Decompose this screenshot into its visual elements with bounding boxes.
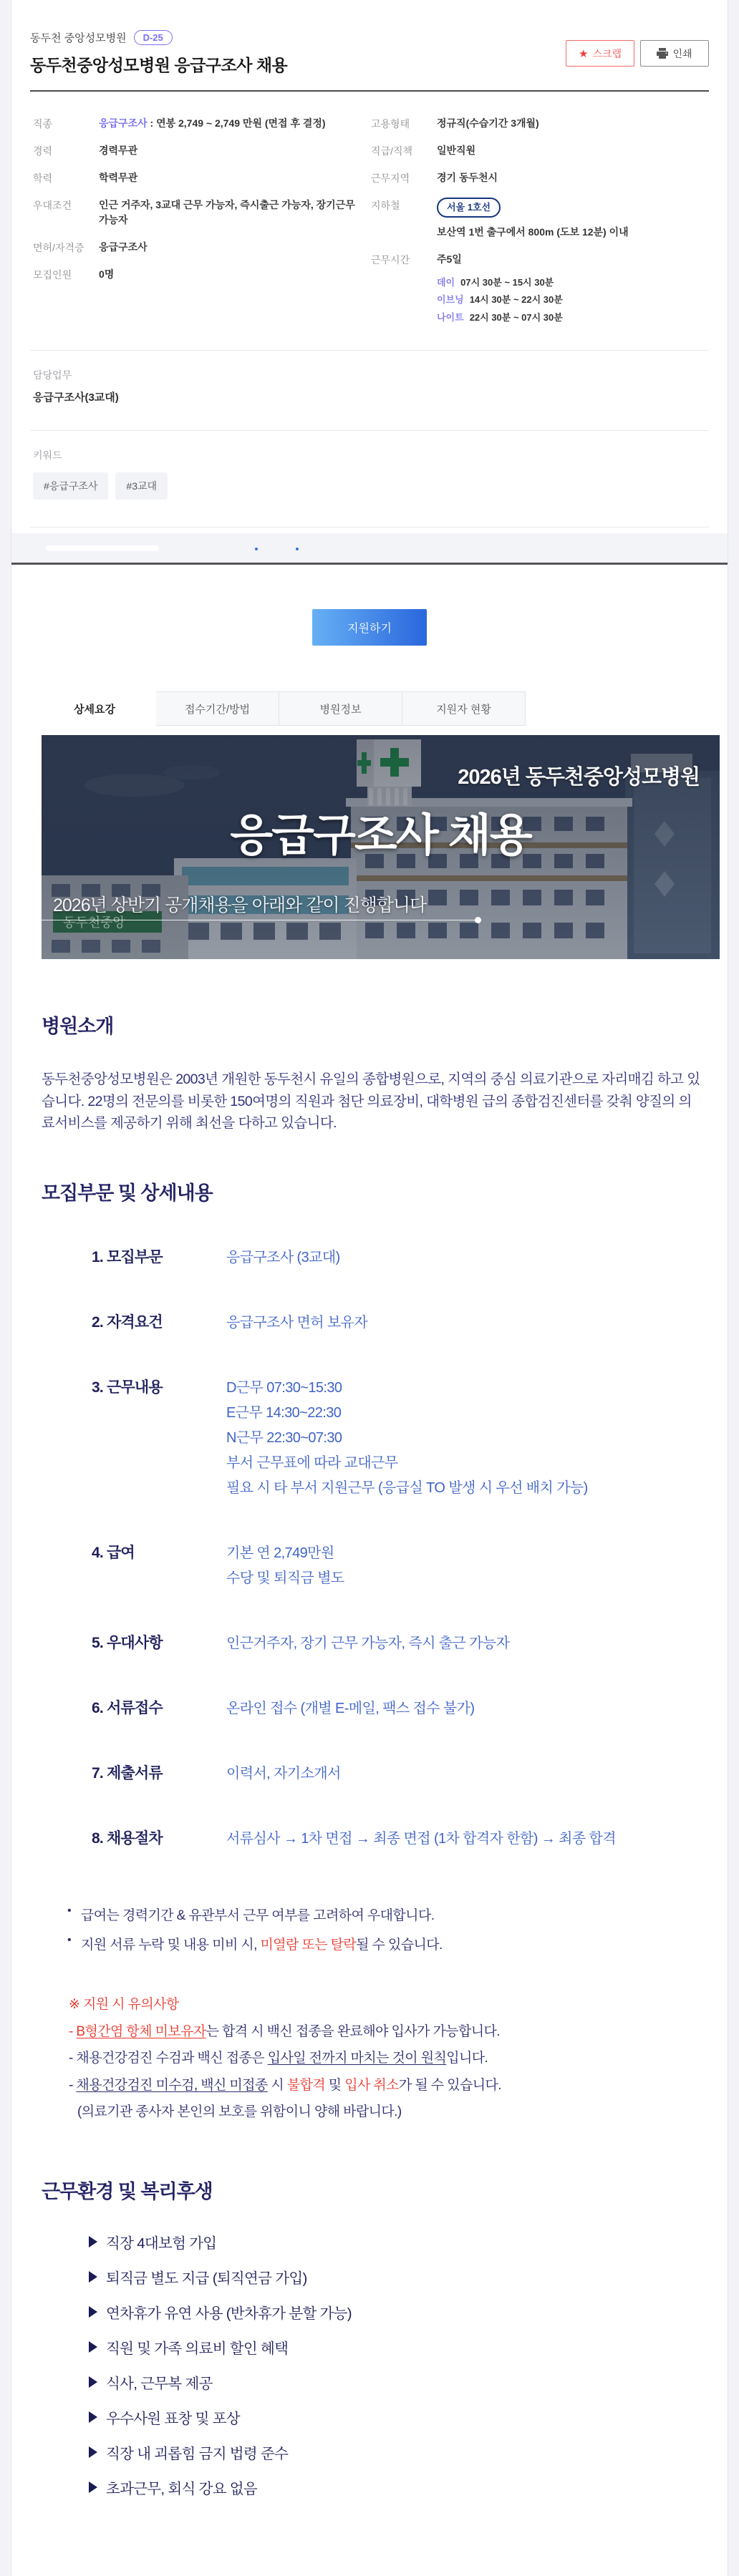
shift-day: 데이 07시 30분 ~ 15시 30분 (437, 276, 554, 288)
benefit-item: 퇴직금 별도 지급 (퇴직연금 가입) (89, 2266, 707, 2288)
benefit-item: 직장 내 괴롭힘 금지 법령 준수 (89, 2441, 707, 2463)
job-header (11, 0, 728, 76)
benefit-item: 우수사원 표창 및 포상 (89, 2406, 707, 2428)
scrap-button[interactable] (566, 40, 634, 67)
recruit-item-position: 1. 모집부문 응급구조사 (3교대) (92, 1248, 340, 1265)
row-label: 모집인원 (33, 269, 72, 281)
summary-left-column (33, 116, 371, 340)
note-documents: • 지원 서류 누락 및 내용 미비 시, 미열람 또는 탈락될 수 있습니다. (42, 1934, 707, 1953)
row-employment-type (371, 116, 709, 131)
recruit-item-documents: 7. 제출서류 이력서, 자기소개서 (92, 1764, 341, 1782)
row-value: 0명 (99, 268, 115, 280)
detail-tabs (33, 691, 728, 726)
recruit-item-salary: 4. 급여 기본 연 2,749만원 수당 및 퇴직금 별도 (92, 1544, 344, 1586)
triangle-bullet-icon (89, 2271, 97, 2283)
keyword-label: 키워드 (33, 449, 62, 461)
company-name: 동두천 중앙성모병원 (30, 32, 127, 44)
subway-line-badge: 서울 1호선 (437, 198, 501, 218)
shift-night: 나이트 22시 30분 ~ 07시 30분 (437, 311, 563, 323)
row-education (33, 170, 371, 185)
hero-year-line: 2026년 동두천중앙성모병원 (458, 766, 700, 789)
workweek-text: 주5일 (437, 253, 462, 265)
row-value (437, 198, 629, 240)
row-label: 근무시간 (371, 253, 410, 266)
triangle-bullet-icon (89, 2306, 97, 2318)
hero-subtitle: 2026년 상반기 공개채용을 아래와 같이 진행합니다 (53, 895, 427, 915)
row-value: 인근 거주자, 3교대 근무 가능자, 즉시출근 가능자, 장기근무 가능자 (99, 199, 355, 225)
detail-content (42, 735, 707, 2498)
summary-right-column (371, 116, 709, 340)
recruit-item-qualification: 2. 자격요건 응급구조사 면허 보유자 (92, 1313, 368, 1331)
page-title: 동두천중앙성모병원 응급구조사 채용 (30, 56, 288, 74)
recruit-heading: 모집부문 및 상세내용 (42, 1182, 213, 1204)
triangle-bullet-icon (89, 2446, 97, 2458)
benefit-item: 직원 및 가족 의료비 할인 혜택 (89, 2336, 707, 2358)
triangle-bullet-icon (89, 2411, 97, 2423)
row-value: 학력무관 (99, 172, 138, 183)
intro-paragraph: 동두천중앙성모병원은 2003년 개원한 동두천시 유일의 종합병원으로, 지역의 중심 의료기관으로 자리매김 하고 있습니다. 22명의 전문의를 비롯한 150여명의 직원과 첨단 의료장비, 대학병원 급의 종합검진센터를 갖춰 양질의 의료서비스를 제공하기 위해 최선을 다하고 있습니다. (42, 1071, 700, 1132)
intro-heading: 병원소개 (42, 1016, 114, 1037)
benefits-heading: 근무환경 및 복리후생 (42, 2180, 213, 2202)
banner-dot (255, 548, 258, 550)
job-category-link[interactable]: 응급구조사 (99, 117, 148, 129)
row-value: 정규직(수습기간 3개월) (437, 117, 539, 129)
triangle-bullet-icon (89, 2341, 97, 2353)
tab-detail-summary[interactable]: 상세요강 (33, 691, 156, 726)
row-career (33, 143, 371, 158)
triangle-bullet-icon (89, 2236, 97, 2247)
row-job-category (33, 116, 371, 131)
row-label: 경력 (33, 145, 53, 157)
row-preference (33, 198, 371, 228)
row-value: 경력무관 (99, 145, 138, 156)
ad-banner-placeholder (11, 533, 728, 565)
keyword-section (11, 431, 728, 517)
caution-line-checkup: - 채용건강검진 수검과 백신 접종은 입사일 전까지 마치는 것이 원칙입니다. (69, 2051, 488, 2066)
caution-line-disqualify: - 채용건강검진 미수검, 백신 미접종 시 불합격 및 입사 취소가 될 수 있습니다. (69, 2077, 501, 2093)
benefit-item: 직장 4대보험 가입 (89, 2231, 707, 2252)
shift-evening: 이브닝 14시 30분 ~ 22시 30분 (437, 294, 563, 305)
keyword-tag[interactable]: #3교대 (115, 472, 168, 500)
row-label: 우대조건 (33, 200, 72, 211)
caution-title: ※ 지원 시 유의사항 (69, 1996, 179, 2012)
caution-line-paren: (의료기관 종사자 본인의 보호를 위함이니 양해 바랍니다.) (77, 2104, 402, 2120)
note-salary: • 급여는 경력기간 & 유관부서 근무 여부를 고려하여 우대합니다. (42, 1905, 707, 1924)
row-label: 학력 (33, 172, 53, 184)
triangle-bullet-icon (89, 2482, 97, 2493)
benefit-item: 연차휴가 유연 사용 (반차휴가 분할 가능) (89, 2301, 707, 2323)
salary-text: : 연봉 2,749 ~ 2,749 만원 (면접 후 결정) (147, 117, 326, 129)
row-label: 직급/직책 (371, 145, 412, 157)
print-label: 인쇄 (672, 47, 692, 59)
row-position (371, 143, 709, 158)
row-worktime (371, 252, 709, 329)
row-value (99, 116, 326, 131)
row-label: 직종 (33, 118, 53, 130)
benefit-item: 식사, 근무복 제공 (89, 2371, 707, 2393)
triangle-bullet-icon (89, 2376, 97, 2388)
duty-label: 담당업무 (33, 369, 72, 381)
row-headcount (33, 267, 371, 282)
recruit-item-application: 6. 서류접수 온라인 접수 (개별 E-메일, 팩스 접수 불가) (92, 1699, 475, 1716)
row-label: 근무지역 (371, 172, 410, 184)
recruit-item-process: 8. 채용절차 서류심사 → 1차 면접 → 최종 면접 (1차 합격자 한함) → 최종 합격 (92, 1829, 616, 1847)
row-value: 경기 동두천시 (437, 172, 498, 183)
caution-section (42, 1993, 707, 2123)
hero-title: 응급구조사 채용 (230, 811, 531, 860)
duty-section (11, 351, 728, 420)
row-value: 응급구조사 (99, 241, 148, 253)
summary-table (11, 92, 728, 340)
benefits-list (42, 2231, 707, 2498)
tab-applicant-status[interactable]: 지원자 현황 (402, 691, 526, 726)
recruit-item-preference: 5. 우대사항 인근거주자, 장기 근무 가능자, 즉시 출근 가능자 (92, 1634, 510, 1651)
row-license (33, 240, 371, 255)
star-icon: ★ (578, 47, 589, 60)
caution-line-hepatitis: - B형간염 항체 미보유자는 합격 시 백신 접종을 완료해야 입사가 가능합니다. (69, 2023, 500, 2039)
printer-icon (657, 48, 668, 59)
row-label: 지하철 (371, 200, 400, 211)
row-value: 일반직원 (437, 145, 476, 156)
tab-hospital-info[interactable]: 병원정보 (279, 691, 402, 726)
scrap-label: 스크랩 (592, 47, 622, 59)
apply-button[interactable]: 지원하기 (312, 609, 427, 646)
duty-value: 응급구조사(3교대) (33, 392, 119, 404)
notes-section (42, 1905, 707, 1953)
row-subway (371, 198, 709, 240)
row-region (371, 170, 709, 185)
tab-application-period[interactable]: 접수기간/방법 (156, 691, 279, 726)
shift-list (437, 276, 563, 325)
row-value (437, 252, 563, 329)
section-divider (30, 527, 709, 528)
recruit-hero-image (42, 735, 720, 959)
dday-badge: D-25 (134, 30, 173, 45)
job-posting-page (11, 0, 728, 2576)
row-label: 고용형태 (371, 118, 410, 130)
keyword-tag[interactable]: #응급구조사 (33, 472, 108, 500)
subway-detail: 보산역 1번 출구에서 800m (도보 12분) 이내 (437, 225, 629, 238)
row-label: 면허/자격증 (33, 242, 84, 253)
print-button[interactable] (640, 40, 709, 67)
banner-dot (296, 548, 299, 550)
recruit-item-work-detail: 3. 근무내용 D근무 07:30~15:30 E근무 14:30~22:30 N근무 22:30~07:30 부서 근무표에 따라 교대근무 필요 시 타 부서 지원근무 (응급실 TO 발생 시 우선 배치 가능) (92, 1379, 588, 1496)
benefit-item: 초과근무, 회식 강요 없음 (89, 2477, 707, 2498)
banner-skeleton-pill (46, 545, 159, 551)
